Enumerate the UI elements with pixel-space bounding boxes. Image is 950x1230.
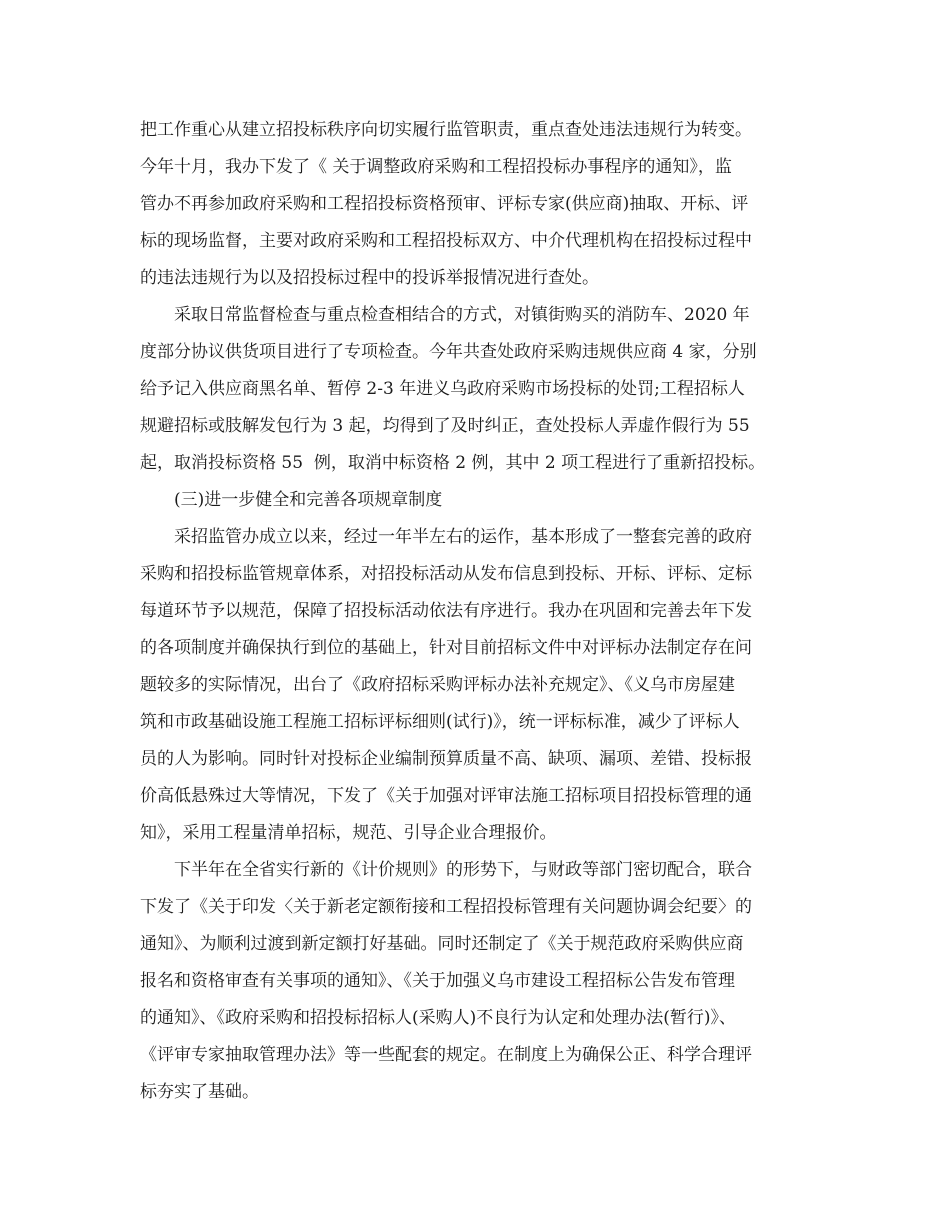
text-line: 报名和资格审查有关事项的通知》、《关于加强义乌市建设工程招标公告发布管理 [140, 971, 735, 991]
text-line: 的各项制度并确保执行到位的基础上，针对目前招标文件中对评标办法制定存在问 [140, 638, 752, 658]
text-line: 起，取消投标资格 55 例，取消中标资格 2 例，其中 2 项工程进行了重新招投标。 [140, 453, 766, 473]
text-line: 度部分协议供货项目进行了专项检查。今年共查处政府采购违规供应商 4 家，分别 [140, 342, 757, 362]
text-line: 的通知》、《政府采购和招投标招标人(采购人)不良行为认定和处理办法(暂行)》、 [140, 1008, 737, 1028]
text-line: 每道环节予以规范，保障了招投标活动依法有序进行。我办在巩固和完善去年下发 [140, 601, 752, 621]
text-line: 筑和市政基础设施工程施工招标评标细则(试行)》，统一评标标准，减少了评标人 [140, 712, 740, 732]
text-line: 采取日常监督检查与重点检查相结合的方式，对镇街购买的消防车、2020 年 [174, 305, 750, 325]
text-line: 给予记入供应商黑名单、暂停 2-3 年进义乌政府采购市场投标的处罚;工程招标人 [140, 379, 745, 399]
text-line: 员的人为影响。同时针对投标企业编制预算质量不高、缺项、漏项、差错、投标报 [140, 749, 752, 769]
text-line: 今年十月，我办下发了《 关于调整政府采购和工程招投标办事程序的通知》，监 [140, 157, 732, 177]
text-line: 标夯实了基础。 [140, 1082, 259, 1102]
text-line: 的违法违规行为以及招投标过程中的投诉举报情况进行查处。 [140, 268, 599, 288]
text-line: 采购和招投标监管规章体系，对招投标活动从发布信息到投标、开标、评标、定标 [140, 564, 752, 584]
text-line: 下发了《关于印发〈关于新老定额衔接和工程招投标管理有关问题协调会纪要〉的 [140, 897, 752, 917]
text-line: 知》，采用工程量清单招标，规范、引导企业合理报价。 [140, 823, 557, 843]
text-line: 采招监管办成立以来，经过一年半左右的运作，基本形成了一整套完善的政府 [174, 527, 752, 547]
text-line: 标的现场监督，主要对政府采购和工程招投标双方、中介代理机构在招投标过程中 [140, 231, 752, 251]
text-line: 管办不再参加政府采购和工程招投标资格预审、评标专家(供应商)抽取、开标、评 [140, 194, 749, 214]
text-line: 下半年在全省实行新的《计价规则》的形势下，与财政等部门密切配合，联合 [174, 860, 752, 880]
text-line: 通知》、为顺利过渡到新定额打好基础。同时还制定了《关于规范政府采购供应商 [140, 934, 744, 954]
text-line: 把工作重心从建立招投标秩序向切实履行监管职责，重点查处违法违规行为转变。 [140, 120, 752, 140]
section-heading: (三)进一步健全和完善各项规章制度 [174, 490, 443, 510]
text-line: 价高低悬殊过大等情况，下发了《关于加强对评审法施工招标项目招投标管理的通 [140, 786, 752, 806]
text-line: 《评审专家抽取管理办法》等一些配套的规定。在制度上为确保公正、科学合理评 [140, 1045, 752, 1065]
text-line: 规避招标或肢解发包行为 3 起，均得到了及时纠正，查处投标人弄虚作假行为 55 [140, 416, 750, 436]
text-line: 题较多的实际情况，出台了《政府招标采购评标办法补充规定》、《义乌市房屋建 [140, 675, 735, 695]
